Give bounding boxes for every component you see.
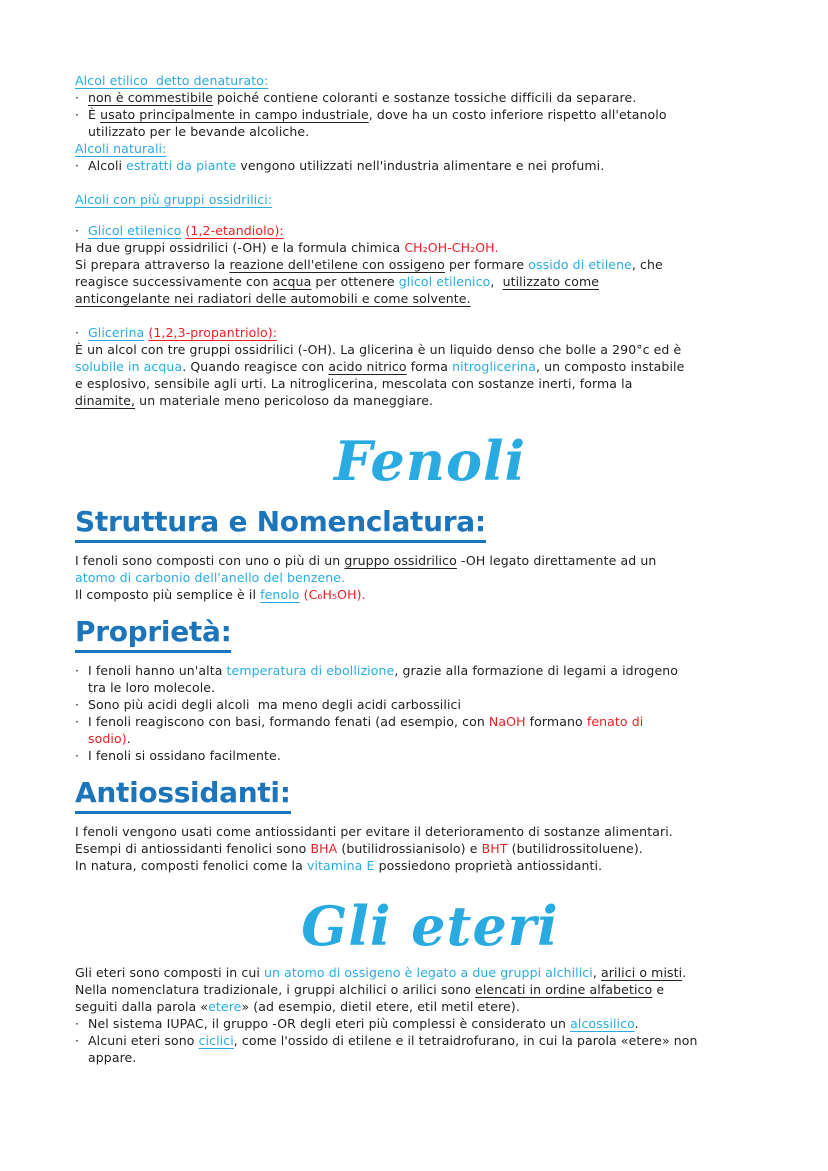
spacer xyxy=(75,174,785,191)
text-segment: fenolo xyxy=(260,587,300,602)
line-glicol-preparazione-3 xyxy=(75,290,785,307)
text-segment: . xyxy=(634,1016,639,1031)
text-segment: utilizzato come xyxy=(502,274,600,289)
text-segment: , grazie alla formazione di legami a idrogeno xyxy=(394,663,679,678)
text-segment: Alcoli xyxy=(88,158,127,173)
title-fenoli: Fenoli xyxy=(333,429,527,493)
text-segment: e xyxy=(652,982,665,997)
text-segment: atomo di carbonio dell'anello del benzene. xyxy=(75,570,346,585)
line-fenoli-struttura-2 xyxy=(75,569,785,586)
text-segment: I fenoli hanno un'alta xyxy=(88,663,227,678)
bullet-glicerina xyxy=(75,324,785,341)
text-segment: arilici o misti xyxy=(601,965,683,980)
text-segment: Ha due gruppi ossidrilici (-OH) e la formula chimica xyxy=(75,240,405,255)
heading-alcoli-piu-gruppi-ossidrilici xyxy=(75,191,785,208)
continuation-proprieta-ebollizione xyxy=(75,679,785,696)
text-segment: , un composto instabile xyxy=(535,359,685,374)
line-glicol-preparazione-2 xyxy=(75,273,785,290)
line-glicerina-2 xyxy=(75,358,785,375)
heading-alcoli-naturali xyxy=(75,140,785,157)
text-segment: anticongelante nei radiatori delle automobili e come solvente. xyxy=(75,291,471,306)
text-segment: forma xyxy=(406,359,453,374)
bullet-dot: · xyxy=(75,1016,80,1031)
text-segment: (butilidrossitoluene). xyxy=(507,841,643,856)
text-segment: . xyxy=(126,731,131,746)
title-gli-eteri: Gli eteri xyxy=(301,894,559,958)
text-segment: temperatura di ebollizione xyxy=(226,663,395,678)
text-segment: Esempi di antiossidanti fenolici sono xyxy=(75,841,311,856)
text-segment: usato principalmente in campo industriale xyxy=(100,107,369,122)
bullet-eteri-ciclici xyxy=(75,1032,785,1049)
text-segment: poiché contiene coloranti e sostanze tossiche difficili da separare. xyxy=(212,90,637,105)
text-segment: ossido di etilene xyxy=(528,257,632,272)
text-segment: fenato di xyxy=(586,714,644,729)
text-segment: Alcoli con più gruppi ossidrilici: xyxy=(75,192,273,207)
text-segment: I fenoli sono composti con uno o più di un xyxy=(75,553,345,568)
line-fenoli-struttura-1 xyxy=(75,552,785,569)
text-segment: appare. xyxy=(88,1050,137,1065)
text-segment: NaOH xyxy=(488,714,526,729)
bullet-dot: · xyxy=(75,223,80,238)
bullet-proprieta-acidita xyxy=(75,696,785,713)
text-segment: Glicerina xyxy=(88,325,145,340)
text-segment: Si prepara attraverso la xyxy=(75,257,230,272)
text-segment: Gli eteri sono composti in cui xyxy=(75,965,265,980)
text-segment: I fenoli si ossidano facilmente. xyxy=(88,748,281,763)
text-segment: tra le loro molecole. xyxy=(88,680,216,695)
heading-proprieta: Proprietà: xyxy=(75,616,231,653)
bullet-dot: · xyxy=(75,158,80,173)
bullet-proprieta-basi xyxy=(75,713,785,730)
text-segment: nitroglicerina xyxy=(452,359,536,374)
text-segment: Alcuni eteri sono xyxy=(88,1033,199,1048)
text-segment: estratti da piante xyxy=(126,158,237,173)
notes-content xyxy=(75,72,785,1066)
text-segment: Nella nomenclatura tradizionale, i gruppi alchilici o arilici sono xyxy=(75,982,476,997)
text-segment: acqua xyxy=(272,274,312,289)
continuation-uso-industriale xyxy=(75,123,785,140)
bullet-proprieta-ebollizione xyxy=(75,662,785,679)
text-segment: solubile in acqua xyxy=(75,359,183,374)
text-segment: non è commestibile xyxy=(88,90,213,105)
line-fenoli-struttura-3 xyxy=(75,586,785,603)
text-segment: (1,2,3-propantriolo): xyxy=(148,325,278,340)
text-segment: Alcol etilico detto denaturato: xyxy=(75,73,269,88)
bullet-eteri-iupac xyxy=(75,1015,785,1032)
heading-alcol-etilico-denaturato xyxy=(75,72,785,89)
heading-struttura-e-nomenclatura: Struttura e Nomenclatura: xyxy=(75,506,486,543)
spacer xyxy=(75,307,785,324)
line-eteri-1 xyxy=(75,964,785,981)
spacer xyxy=(75,208,785,222)
text-segment: CH₂OH-CH₂OH. xyxy=(404,240,499,255)
line-glicerina-4 xyxy=(75,392,785,409)
text-segment: gruppo ossidrilico xyxy=(344,553,457,568)
text-segment: formano xyxy=(525,714,587,729)
continuation-eteri-ciclici xyxy=(75,1049,785,1066)
text-segment: Nel sistema IUPAC, il gruppo -OR degli eteri più complessi è considerato un xyxy=(88,1016,571,1031)
text-segment: glicol etilenico xyxy=(398,274,491,289)
text-segment: etere xyxy=(208,999,242,1014)
text-segment: vitamina E xyxy=(306,858,375,873)
text-segment: (1,2-etandiolo): xyxy=(185,223,284,238)
text-segment: dinamite, xyxy=(75,393,136,408)
text-segment: sodio) xyxy=(88,731,127,746)
text-segment: È xyxy=(88,107,101,122)
bullet-dot: · xyxy=(75,714,80,729)
text-segment: vengono utilizzati nell'industria alimentare e nei profumi. xyxy=(236,158,605,173)
line-glicerina-1 xyxy=(75,341,785,358)
text-segment: I fenoli reagiscono con basi, formando fenati (ad esempio, con xyxy=(88,714,489,729)
text-segment: BHT xyxy=(481,841,508,856)
bullet-dot: · xyxy=(75,748,80,763)
line-glicerina-3 xyxy=(75,375,785,392)
text-segment: . Quando reagisce con xyxy=(182,359,329,374)
bullet-dot: · xyxy=(75,107,80,122)
line-eteri-3 xyxy=(75,998,785,1015)
bullet-dot: · xyxy=(75,325,80,340)
continuation-proprieta-basi xyxy=(75,730,785,747)
text-segment: un materiale meno pericoloso da maneggiare. xyxy=(135,393,434,408)
text-segment: ciclici xyxy=(198,1033,234,1048)
text-segment: reazione dell'etilene con ossigeno xyxy=(229,257,445,272)
text-segment: . xyxy=(682,965,687,980)
text-segment: Il composto più semplice è il xyxy=(75,587,261,602)
bullet-dot: · xyxy=(75,697,80,712)
text-segment: I fenoli vengono usati come antiossidanti per evitare il deterioramento di sostanze alimentari. xyxy=(75,824,673,839)
text-segment: , xyxy=(490,274,503,289)
text-segment: Alcoli naturali: xyxy=(75,141,167,156)
line-antiossidanti-3 xyxy=(75,857,785,874)
text-segment: reagisce successivamente con xyxy=(75,274,273,289)
bullet-dot: · xyxy=(75,90,80,105)
line-glicol-formula xyxy=(75,239,785,256)
text-segment: e esplosivo, sensibile agli urti. La nitroglicerina, mescolata con sostanze inerti, forma la xyxy=(75,376,633,391)
text-segment: -OH legato direttamente ad un xyxy=(456,553,657,568)
bullet-glicol-etilenico xyxy=(75,222,785,239)
line-eteri-2 xyxy=(75,981,785,998)
text-segment: , che xyxy=(631,257,663,272)
text-segment: alcossilico xyxy=(570,1016,635,1031)
text-segment: , dove ha un costo inferiore rispetto all'etanolo xyxy=(368,107,667,122)
text-segment: » (ad esempio, dietil etere, etil metil etere). xyxy=(241,999,520,1014)
text-segment: per formare xyxy=(444,257,529,272)
text-segment: Sono più acidi degli alcoli ma meno degli acidi carbossilici xyxy=(88,697,462,712)
bullet-uso-industriale xyxy=(75,106,785,123)
text-segment: un atomo di ossigeno è legato a due gruppi alchilici xyxy=(264,965,593,980)
text-segment: elencati in ordine alfabetico xyxy=(475,982,653,997)
text-segment: (butilidrossianisolo) e xyxy=(337,841,482,856)
bullet-non-commestibile xyxy=(75,89,785,106)
text-segment: BHA xyxy=(310,841,338,856)
text-segment: possiedono proprietà antiossidanti. xyxy=(374,858,603,873)
line-antiossidanti-1 xyxy=(75,823,785,840)
bullet-alcoli-naturali xyxy=(75,157,785,174)
line-glicol-preparazione-1 xyxy=(75,256,785,273)
text-segment: Glicol etilenico xyxy=(88,223,182,238)
text-segment: È un alcol con tre gruppi ossidrilici (-OH). La glicerina è un liquido denso che bolle a 290°c ed è xyxy=(75,342,682,357)
heading-antiossidanti: Antiossidanti: xyxy=(75,777,291,814)
text-segment: , come l'ossido di etilene e il tetraidrofurano, in cui la parola «etere» non xyxy=(233,1033,698,1048)
text-segment: (C₆H₅OH). xyxy=(303,587,366,602)
bullet-proprieta-ossidazione xyxy=(75,747,785,764)
text-segment: In natura, composti fenolici come la xyxy=(75,858,307,873)
text-segment: acido nitrico xyxy=(328,359,407,374)
bullet-dot: · xyxy=(75,1033,80,1048)
text-segment: , xyxy=(592,965,602,980)
bullet-dot: · xyxy=(75,663,80,678)
line-antiossidanti-2 xyxy=(75,840,785,857)
text-segment: seguiti dalla parola « xyxy=(75,999,209,1014)
text-segment: utilizzato per le bevande alcoliche. xyxy=(88,124,310,139)
text-segment: per ottenere xyxy=(311,274,399,289)
